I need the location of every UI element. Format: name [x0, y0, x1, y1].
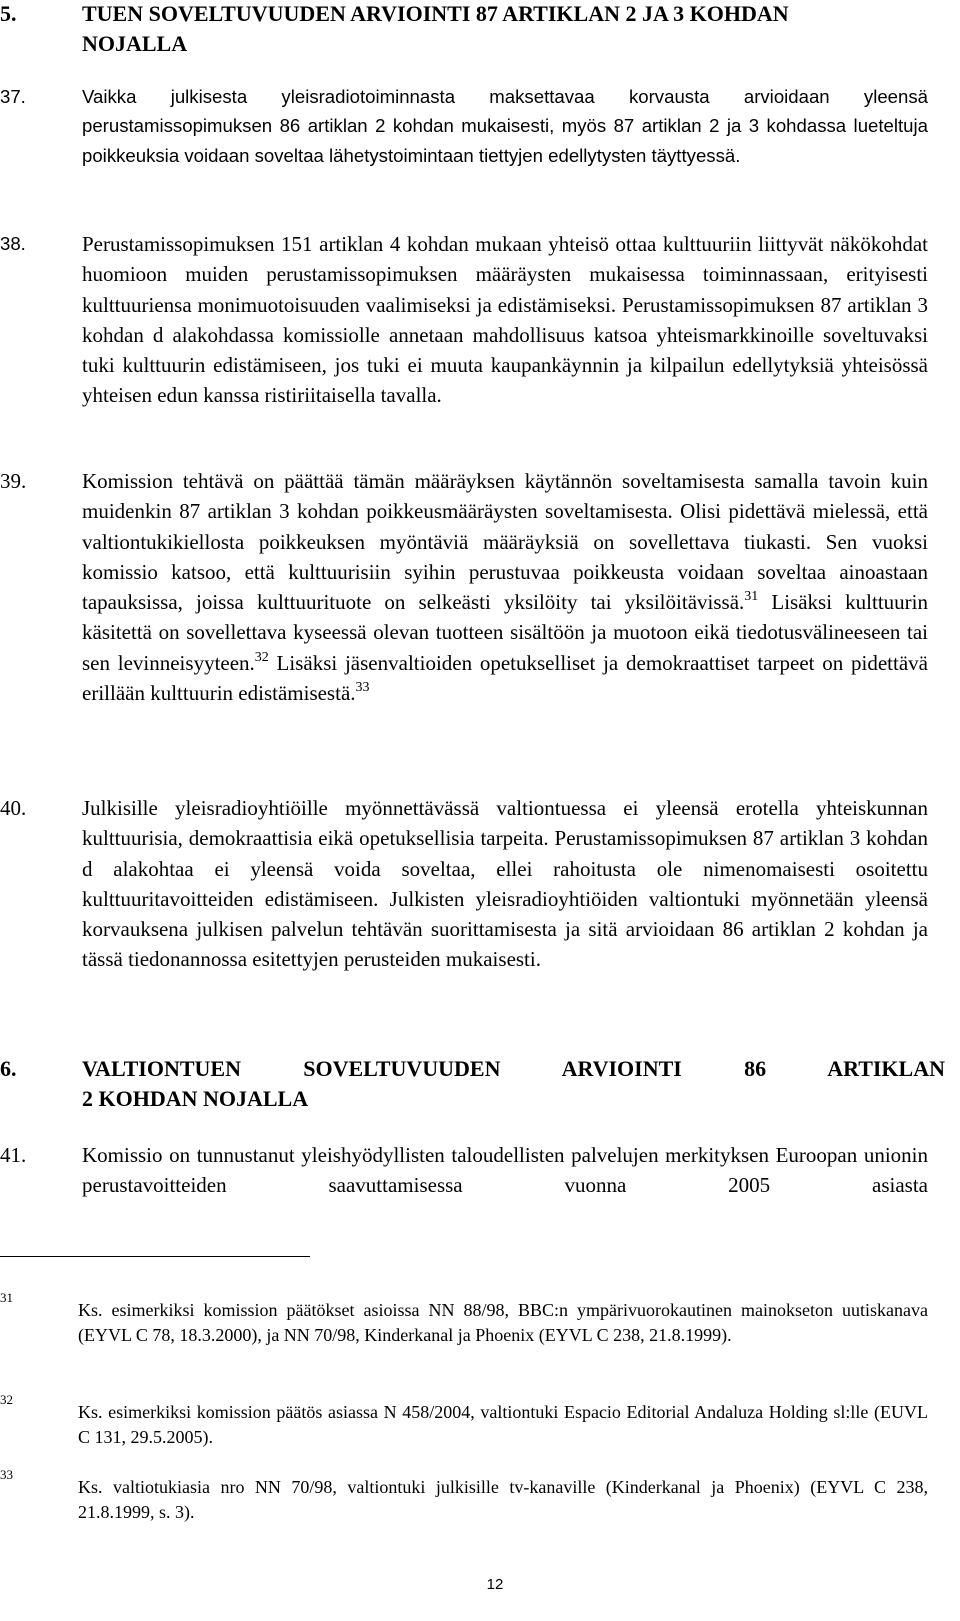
paragraph-number: 41.	[0, 1143, 27, 1167]
footnote-32	[0, 1392, 928, 1449]
paragraph-number: 38.	[0, 233, 26, 254]
paragraph-39	[0, 466, 928, 708]
footnote-number: 33	[0, 1467, 13, 1482]
section-heading-5	[0, 0, 945, 59]
section-number: 6.	[0, 1056, 17, 1081]
paragraph-37	[0, 82, 928, 170]
paragraph-text: Julkisille yleisradioyhtiöille myönnettävässä valtiontuessa ei yleensä erotella yhteiskunnan kulttuurisia, demokraattisia eikä opetuksellisia tarpeita. Perustamissopimuksen 87 artiklan 3 kohdan d alakohtaa ei yleensä voida soveltaa, ellei rahoitusta ole nimenomaisesti osoitettu kulttuuritavoitteiden edistämiseen. Julkisten yleisradioyhtiöiden valtiontuki myönnetään yleensä korvauksena julkisen palvelun tehtävän suorittamisesta ja sitä arvioidaan 86 artiklan 2 kohdan ja tässä tiedonannossa esitettyjen perusteiden mukaisesti.	[82, 796, 928, 972]
paragraph-text: Vaikka julkisesta yleisradiotoiminnasta maksettavaa korvausta arvioidaan yleensä perustamissopimuksen 86 artiklan 2 kohdan mukaisesti, myös 87 artiklan 2 ja 3 kohdassa lueteltuja poikkeuksia voidaan soveltaa lähetystoimintaan tiettyjen edellytysten täyttyessä.	[82, 86, 928, 166]
footnote-33	[0, 1467, 928, 1524]
section-title-line-2: NOJALLA	[82, 31, 188, 56]
footnote-reference-33[interactable]: 33	[355, 680, 370, 696]
page-number: 12	[486, 1576, 504, 1593]
paragraph-number: 37.	[0, 86, 26, 107]
section-title-line-1: VALTIONTUEN SOVELTUVUUDEN ARVIOINTI 86 ARTIKLAN	[82, 1056, 945, 1081]
footnote-text: Ks. valtiotukiasia nro NN 70/98, valtiontuki julkisille tv-kanaville (Kinderkanal ja Phoenix) (EYVL C 238, 21.8.1999, s. 3).	[78, 1477, 928, 1522]
footnote-number: 32	[0, 1392, 13, 1407]
footnote-reference-31[interactable]: 31	[744, 589, 759, 605]
section-title-line-1: TUEN SOVELTUVUUDEN ARVIOINTI 87 ARTIKLAN 2 JA 3 KOHDAN	[82, 1, 789, 26]
footnote-reference-32[interactable]: 32	[254, 649, 269, 665]
paragraph-38	[0, 229, 928, 411]
paragraph-text: Perustamissopimuksen 151 artiklan 4 kohdan mukaan yhteisö ottaa kulttuuriin liittyvät näkökohdat huomioon muiden perustamissopimuksen määräysten mukaisessa toiminnassaan, erityisesti kulttuuriensa monimuotoisuuden vaalimiseksi ja edistämiseksi. Perustamissopimuksen 87 artiklan 3 kohdan d alakohdassa komissiolle annetaan mahdollisuus katsoa yhteismarkkinoille soveltuvaksi tuki kulttuurin edistämiseen, jos tuki ei muuta kaupankäynnin ja kilpailun edellytyksiä yhteisössä yhteisen edun kanssa ristiriitaisella tavalla.	[82, 232, 928, 408]
section-heading-6	[0, 1054, 945, 1114]
section-title-line-2: 2 KOHDAN NOJALLA	[82, 1086, 309, 1111]
paragraph-41	[0, 1140, 928, 1201]
footnote-text: Ks. esimerkiksi komission päätös asiassa N 458/2004, valtiontuki Espacio Editorial Andaluza Holding sl:lle (EUVL C 131, 29.5.2005).	[78, 1402, 928, 1447]
paragraph-text-part: Lisäksi jäsenvaltioiden opetukselliset ja demokraattiset tarpeet on pidettävä erillään kulttuurin edistämisestä.	[82, 650, 928, 706]
footnote-number: 31	[0, 1290, 13, 1305]
paragraph-text-part: Komission tehtävä on päättää tämän määräyksen käytännön soveltamisesta samalla tavoin kuin muidenkin 87 artiklan 3 kohdan poikkeusmääräysten soveltamisesta. Olisi pidettävä mielessä, että valtiontukikiellosta poikkeuksen myöntäviä määräyksiä on sovellettava tiukasti. Sen vuoksi komissio katsoo, että kulttuurisiin syihin perustuvaa poikkeusta voidaan soveltaa ainoastaan tapauksissa, joissa kulttuurituote on selkeästi yksilöity tai yksilöitävissä.	[82, 469, 928, 615]
footnote-separator	[0, 1256, 310, 1257]
paragraph-number: 40.	[0, 796, 27, 820]
footnote-31	[0, 1290, 928, 1347]
paragraph-text: Komissio on tunnustanut yleishyödyllisten taloudellisten palvelujen merkityksen Euroopan unionin perustavoitteiden saavuttamisessa vuonna 2005 asiasta	[82, 1143, 928, 1198]
paragraph-text	[82, 466, 928, 708]
paragraph-number: 39.	[0, 469, 27, 493]
section-number: 5.	[0, 1, 17, 26]
paragraph-40	[0, 793, 928, 975]
paragraph-text-part: Lisäksi kulttuurin käsitettä on sovellettava kyseessä olevan tuotteen sisältöön ja muotoon eikä tiedotusvälineeseen tai sen levinneisyyteen.	[82, 590, 928, 675]
footnote-text: Ks. esimerkiksi komission päätökset asioissa NN 88/98, BBC:n ympärivuorokautinen mainokseton uutiskanava (EYVL C 78, 18.3.2000), ja NN 70/98, Kinderkanal ja Phoenix (EYVL C 238, 21.8.1999).	[78, 1300, 928, 1345]
